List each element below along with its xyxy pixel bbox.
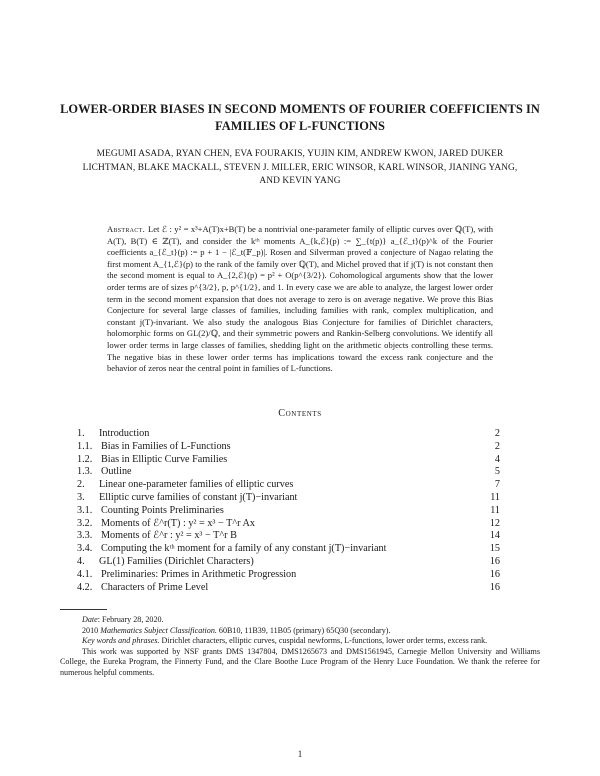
toc-entry-number: 1.	[77, 428, 85, 439]
toc-entry-page: 14	[489, 530, 500, 542]
toc-entry-title: Counting Points Preliminaries	[101, 504, 224, 516]
toc-entry-title: Bias in Families of L-Functions	[101, 440, 231, 452]
author-line: AND KEVIN YANG	[259, 176, 341, 186]
toc-entry-title: Moments of ℰ^r(T) : y² = x³ − T^r Ax	[101, 517, 255, 529]
toc-entry-number: 4.1.	[77, 568, 93, 580]
toc-entry-page: 7	[494, 479, 500, 491]
toc-entry-page: 2	[494, 428, 500, 439]
toc-entry[interactable]	[77, 428, 500, 441]
toc-entry-title: Bias in Elliptic Curve Families	[101, 453, 228, 465]
toc-entry[interactable]	[77, 479, 500, 492]
date-value: : February 28, 2020.	[97, 615, 164, 624]
msc-value: 60B10, 11B39, 11B05 (primary) 65Q30 (secondary).	[216, 625, 391, 635]
toc-entry-page: 16	[489, 555, 500, 567]
toc-entry-page: 15	[489, 543, 500, 555]
page-number: 1	[297, 749, 303, 759]
toc-entry-title: Computing the kᵗʰ moment for a family of any constant j(T)−invariant	[101, 543, 387, 555]
toc-entry-number: 2.	[77, 479, 85, 491]
toc-entry[interactable]	[77, 569, 500, 582]
toc-entry-number: 4.	[77, 555, 85, 567]
toc-entry-title: GL(1) Families (Dirichlet Characters)	[99, 555, 254, 567]
toc-entry-page: 5	[494, 466, 500, 478]
msc-prefix: 2010	[82, 625, 101, 635]
abstract-label: Abstract.	[107, 224, 146, 234]
toc-entry-page: 16	[489, 568, 500, 580]
toc-entry[interactable]	[77, 441, 500, 454]
toc-entry-number: 1.3.	[77, 466, 93, 478]
toc-entry-page: 16	[489, 581, 500, 593]
toc-entry-title: Outline	[101, 466, 132, 478]
msc-label: Mathematics Subject Classification.	[100, 625, 217, 635]
date-label: Date	[82, 615, 98, 624]
table-of-contents	[77, 428, 500, 594]
toc-entry-title: Moments of ℰ^r : y² = x³ − T^r B	[101, 530, 237, 542]
toc-entry-number: 3.	[77, 491, 85, 503]
keywords-note	[60, 636, 540, 647]
title-line-2: FAMILIES OF L-FUNCTIONS	[215, 119, 385, 133]
toc-entry[interactable]	[77, 466, 500, 479]
toc-entry-number: 3.1.	[77, 504, 93, 516]
toc-entry[interactable]	[77, 543, 500, 556]
toc-entry[interactable]	[77, 454, 500, 467]
toc-entry-page: 2	[494, 440, 500, 452]
keywords-label: Key words and phrases.	[82, 636, 160, 646]
toc-entry-number: 3.3.	[77, 530, 93, 542]
toc-entry-title: Characters of Prime Level	[101, 581, 209, 593]
toc-entry-title: Introduction	[99, 428, 150, 439]
abstract	[107, 224, 493, 375]
toc-entry[interactable]	[77, 556, 500, 569]
toc-entry-page: 11	[490, 491, 500, 503]
toc-entry[interactable]	[77, 518, 500, 531]
toc-entry-title: Linear one-parameter families of elliptic curves	[99, 479, 294, 491]
footnote-rule	[60, 609, 107, 610]
abstract-text: Let ℰ : y² = x³+A(T)x+B(T) be a nontrivial one-parameter family of elliptic curves over ℚ(T), with A(T), B(T) ∈ ℤ(T), and consider the kᵗʰ moments A_{k,ℰ}(p) := ∑_{t(p)} a_{ℰ_t}(p)^k of the Fourier coefficients a_{ℰ_t}(p) := p + 1 − |ℰ_t(𝔽_p)|. Rosen and Silverman proved a conjecture of Nagao relating the first moment A_{1,ℰ}(p) to the rank of the family over ℚ(T), and Michel proved that if j(T) is not constant then the second moment is equal to A_{2,ℰ}(p) = p² + O(p^{3/2}). Cohomological arguments show that the lower order terms are of sizes p^{3/2}, p, p^{1/2}, and 1. In every case we are able to analyze, the largest lower order term in the second moment expansion that does not average to zero is on average negative. We prove this Bias Conjecture for several large classes of families, including families with rank, complex multiplication, and constant j(T)-invariant. We also study the analogous Bias Conjecture for families of Dirichlet characters, holomorphic forms on GL(2)/ℚ, and their symmetric powers and Rankin-Selberg convolutions. We identify all lower order terms in large classes of families, shedding light on the arithmetic objects controlling these terms. The negative bias in these lower order terms has implications toward the excess rank conjecture and the behavior of zeros near the central point in families of L-functions.	[107, 224, 493, 374]
keywords-value: Dirichlet characters, elliptic curves, cuspidal newforms, L-functions, lower order terms, excess rank.	[159, 636, 488, 646]
funding-note: This work was supported by NSF grants DMS 1347804, DMS1265673 and DMS1561945, Carnegie Mellon University and Williams College, the Eureka Program, the Finnerty Fund, and the Clare Boothe Luce Program of the Henry Luce Foundation. We thank the referee for numerous helpful comments.	[60, 646, 540, 677]
title-line-1: LOWER-ORDER BIASES IN SECOND MOMENTS OF FOURIER COEFFICIENTS IN	[60, 102, 540, 116]
date-note	[60, 615, 540, 626]
toc-entry-page: 12	[489, 517, 500, 529]
toc-entry-page: 4	[494, 453, 500, 465]
author-line: MEGUMI ASADA, RYAN CHEN, EVA FOURAKIS, YUJIN KIM, ANDREW KWON, JARED DUKER	[96, 149, 504, 159]
toc-entry-number: 3.4.	[77, 543, 93, 555]
toc-entry-title: Preliminaries: Primes in Arithmetic Progression	[101, 568, 297, 580]
paper-title	[60, 101, 540, 135]
toc-entry[interactable]	[77, 505, 500, 518]
toc-entry[interactable]	[77, 582, 500, 595]
author-list	[70, 148, 530, 189]
toc-entry[interactable]	[77, 530, 500, 543]
contents-heading: Contents	[278, 408, 322, 419]
footnotes	[60, 615, 540, 679]
toc-entry-number: 1.2.	[77, 453, 93, 465]
toc-entry-number: 3.2.	[77, 517, 93, 529]
toc-entry-number: 4.2.	[77, 581, 93, 593]
toc-entry[interactable]	[77, 492, 500, 505]
toc-entry-number: 1.1.	[77, 440, 93, 452]
author-line: LICHTMAN, BLAKE MACKALL, STEVEN J. MILLER, ERIC WINSOR, KARL WINSOR, JIANING YANG,	[82, 162, 518, 173]
toc-entry-title: Elliptic curve families of constant j(T)−invariant	[99, 491, 298, 503]
toc-entry-page: 11	[490, 504, 500, 516]
msc-note	[60, 626, 540, 637]
